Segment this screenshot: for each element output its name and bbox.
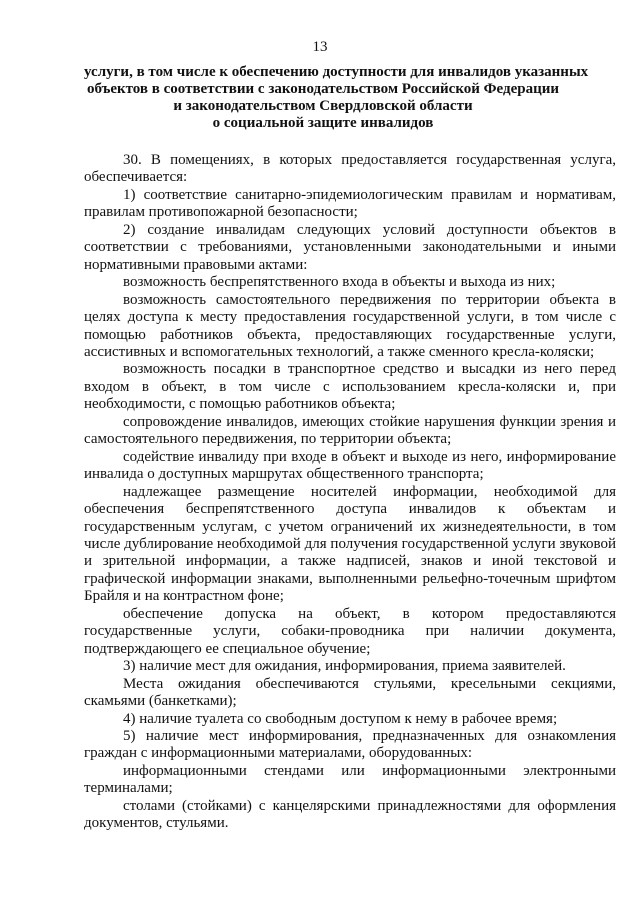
heading-line: услуги, в том числе к обеспечению доступности для инвалидов указанных <box>84 64 589 80</box>
paragraph-guide-dog: обеспечение допуска на объект, в котором предоставляются государственные услуги, собаки-проводника при наличии документа, подтверждающего ее специальное обучение; <box>84 605 616 657</box>
heading-line: и законодательством Свердловской области <box>173 98 473 114</box>
paragraph-item-30: 30. В помещениях, в которых предоставляется государственная услуга, обеспечивается: <box>84 152 616 186</box>
paragraph-information-placement: надлежащее размещение носителей информации, необходимой для обеспечения беспрепятственного доступа инвалидов к объектам и государственным услугам, с учетом ограничений их жизнедеятельности, в том числе дублирование необходимой для получения государственной услуги звуковой и зрительной информации, а также надписей, знаков и иной текстовой и графической информации знаками, выполненными рельефно-точечным шрифтом Брайля и на контрастном фоне; <box>84 483 616 605</box>
paragraph-toilet: 4) наличие туалета со свободным доступом к нему в рабочее время; <box>123 710 558 727</box>
paragraph-escort: сопровождение инвалидов, имеющих стойкие нарушения функции зрения и самостоятельного передвижения, по территории объекта; <box>84 413 616 448</box>
section-heading <box>84 64 589 132</box>
paragraph-information-places: 5) наличие мест информирования, предназначенных для ознакомления граждан с информационными материалами, оборудованных: <box>84 727 616 762</box>
paragraph-entry-assistance: содействие инвалиду при входе в объект и выходе из него, информирование инвалида о доступных маршрутах общественного транспорта; <box>84 448 616 483</box>
paragraph-accessibility-conditions: 2) создание инвалидам следующих условий доступности объектов в соответствии с требованиями, установленными законодательными и иными нормативными правовыми актами: <box>84 221 616 273</box>
paragraph-info-stands: информационными стендами или информационными электронными терминалами; <box>84 762 616 797</box>
page-number: 13 <box>312 39 328 55</box>
paragraph-independent-movement: возможность самостоятельного передвижения по территории объекта в целях доступа к месту предоставления государственной услуги, в том числе с помощью работников объекта, предоставляющих государственные услуги, ассистивных и вспомогательных технологий, а также сменного кресла-коляски; <box>84 291 616 360</box>
heading-line: о социальной защите инвалидов <box>212 115 434 131</box>
heading-line: объектов в соответствии с законодательством Российской Федерации <box>86 81 560 97</box>
document-body <box>84 152 616 833</box>
paragraph-waiting-seats: Места ожидания обеспечиваются стульями, кресельными секциями, скамьями (банкетками); <box>84 675 616 710</box>
paragraph-desks: столами (стойками) с канцелярскими принадлежностями для оформления документов, стульями. <box>84 797 616 832</box>
paragraph-entrance-access: возможность беспрепятственного входа в объекты и выхода из них; <box>123 274 556 291</box>
paragraph-waiting-places: 3) наличие мест для ожидания, информирования, приема заявителей. <box>123 658 566 675</box>
paragraph-vehicle-boarding: возможность посадки в транспортное средство и высадки из него перед входом в объект, в том числе с использованием кресла-коляски и, при необходимости, с помощью работников объекта; <box>84 361 616 413</box>
paragraph-sanitary-rules: 1) соответствие санитарно-эпидемиологическим правилам и нормативам, правилам противопожарной безопасности; <box>84 186 616 221</box>
